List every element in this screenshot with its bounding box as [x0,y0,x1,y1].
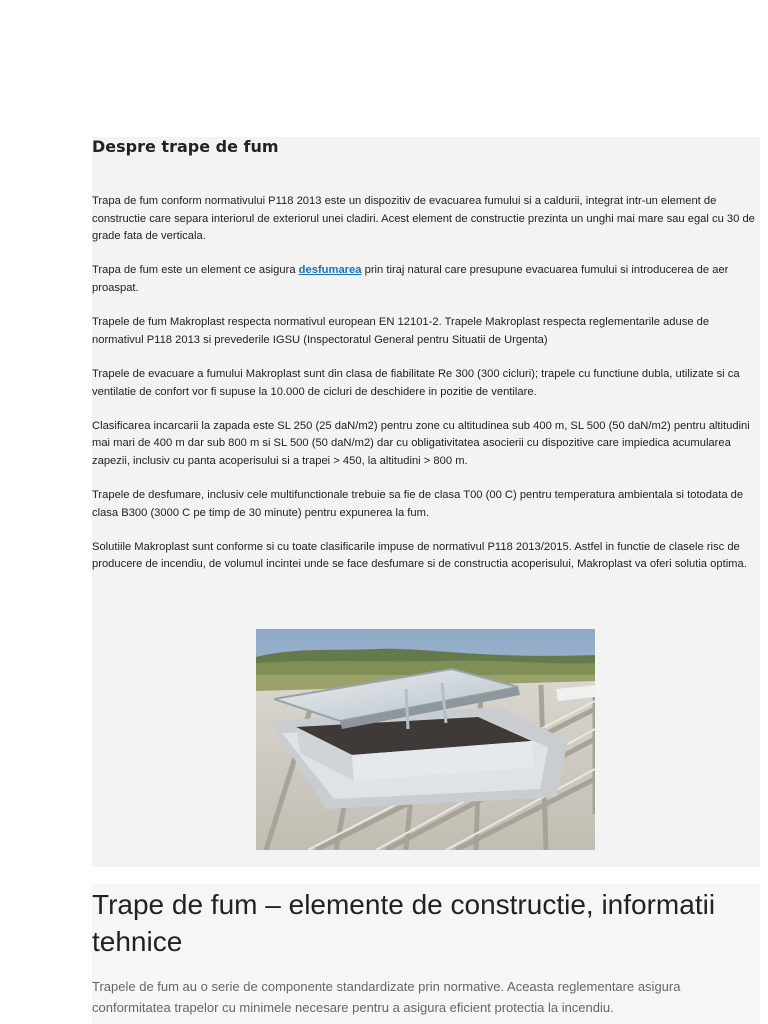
section-heading: Trape de fum – elemente de constructie, informatii tehnice [92,889,716,957]
paragraph: Solutiile Makroplast sunt conforme si cu toate clasificarile impuse de normativul P118 2013/2015. Astfel in functie de clasele risc de producere de incendiu, de volumul incintei unde se face desfumare si de constructia acoperisului, Makroplast va oferi solutia optima. [92,540,747,571]
smoke-vent-photo [256,629,595,850]
section-body [92,193,756,591]
technical-info-section [92,884,760,1024]
about-smoke-vents-section [92,137,760,867]
paragraph: Trapele de desfumare, inclusiv cele multifunctionale trebuie sa fie de clasa T00 (00 C) pentru temperatura ambientala si totodata de clasa B300 (3000 C pe timp de 30 minute) pentru expunerea la fum. [92,489,744,519]
paragraph: Trapa de fum conform normativului P118 2013 este un dispozitiv de evacuarea fumului si a caldurii, integrat intr-un element de constructie care separa interiorul de exteriorul unei cladiri. Acest element de constructie prezinta un unghi mai mare sau egal cu 30 de grade fata de verticala. [92,195,755,243]
section-intro: Trapele de fum au o serie de componente standardizate prin normative. Aceasta reglementare asigura conformitatea trapelor cu minimele necesare pentru a asigura eficient protectia la incendiu. [92,979,681,1015]
paragraph: Clasificarea incarcarii la zapada este SL 250 (25 daN/m2) pentru zone cu altitudinea sub 400 m, SL 500 (50 daN/m2) pentru altitudini mai mari de 400 m dar sub 800 m si SL 500 (50 daN/m2) dar cu obligativitatea asocierii cu dispozitive care impiedica acumularea zapezii, inclusiv cu panta acoperisului si a trapei > 450, la altitudini > 800 m. [92,419,750,467]
paragraph-text: prin tiraj natural care presupune evacuarea fumului si introducerea de aer proaspat. [92,264,729,294]
paragraph-text: Trapa de fum este un element ce asigura [92,264,299,277]
section-heading: Despre trape de fum [92,137,279,156]
desfumarea-link[interactable]: desfumarea [298,264,362,277]
paragraph [92,262,756,297]
paragraph: Trapele de evacuare a fumului Makroplast sunt din clasa de fiabilitate Re 300 (300 cicluri); trapele cu functiune dubla, utilizate si ca ventilatie de confort vor fi supuse la 10.000 de cicluri de deschidere in pozitie de ventilare. [92,367,740,398]
paragraph: Trapele de fum Makroplast respecta normativul european EN 12101-2. Trapele Makroplast respecta reglementarile aduse de normativul P118 2013 si prevederile IGSU (Inspectoratul General pentru Situatii de Urgenta) [92,316,710,346]
